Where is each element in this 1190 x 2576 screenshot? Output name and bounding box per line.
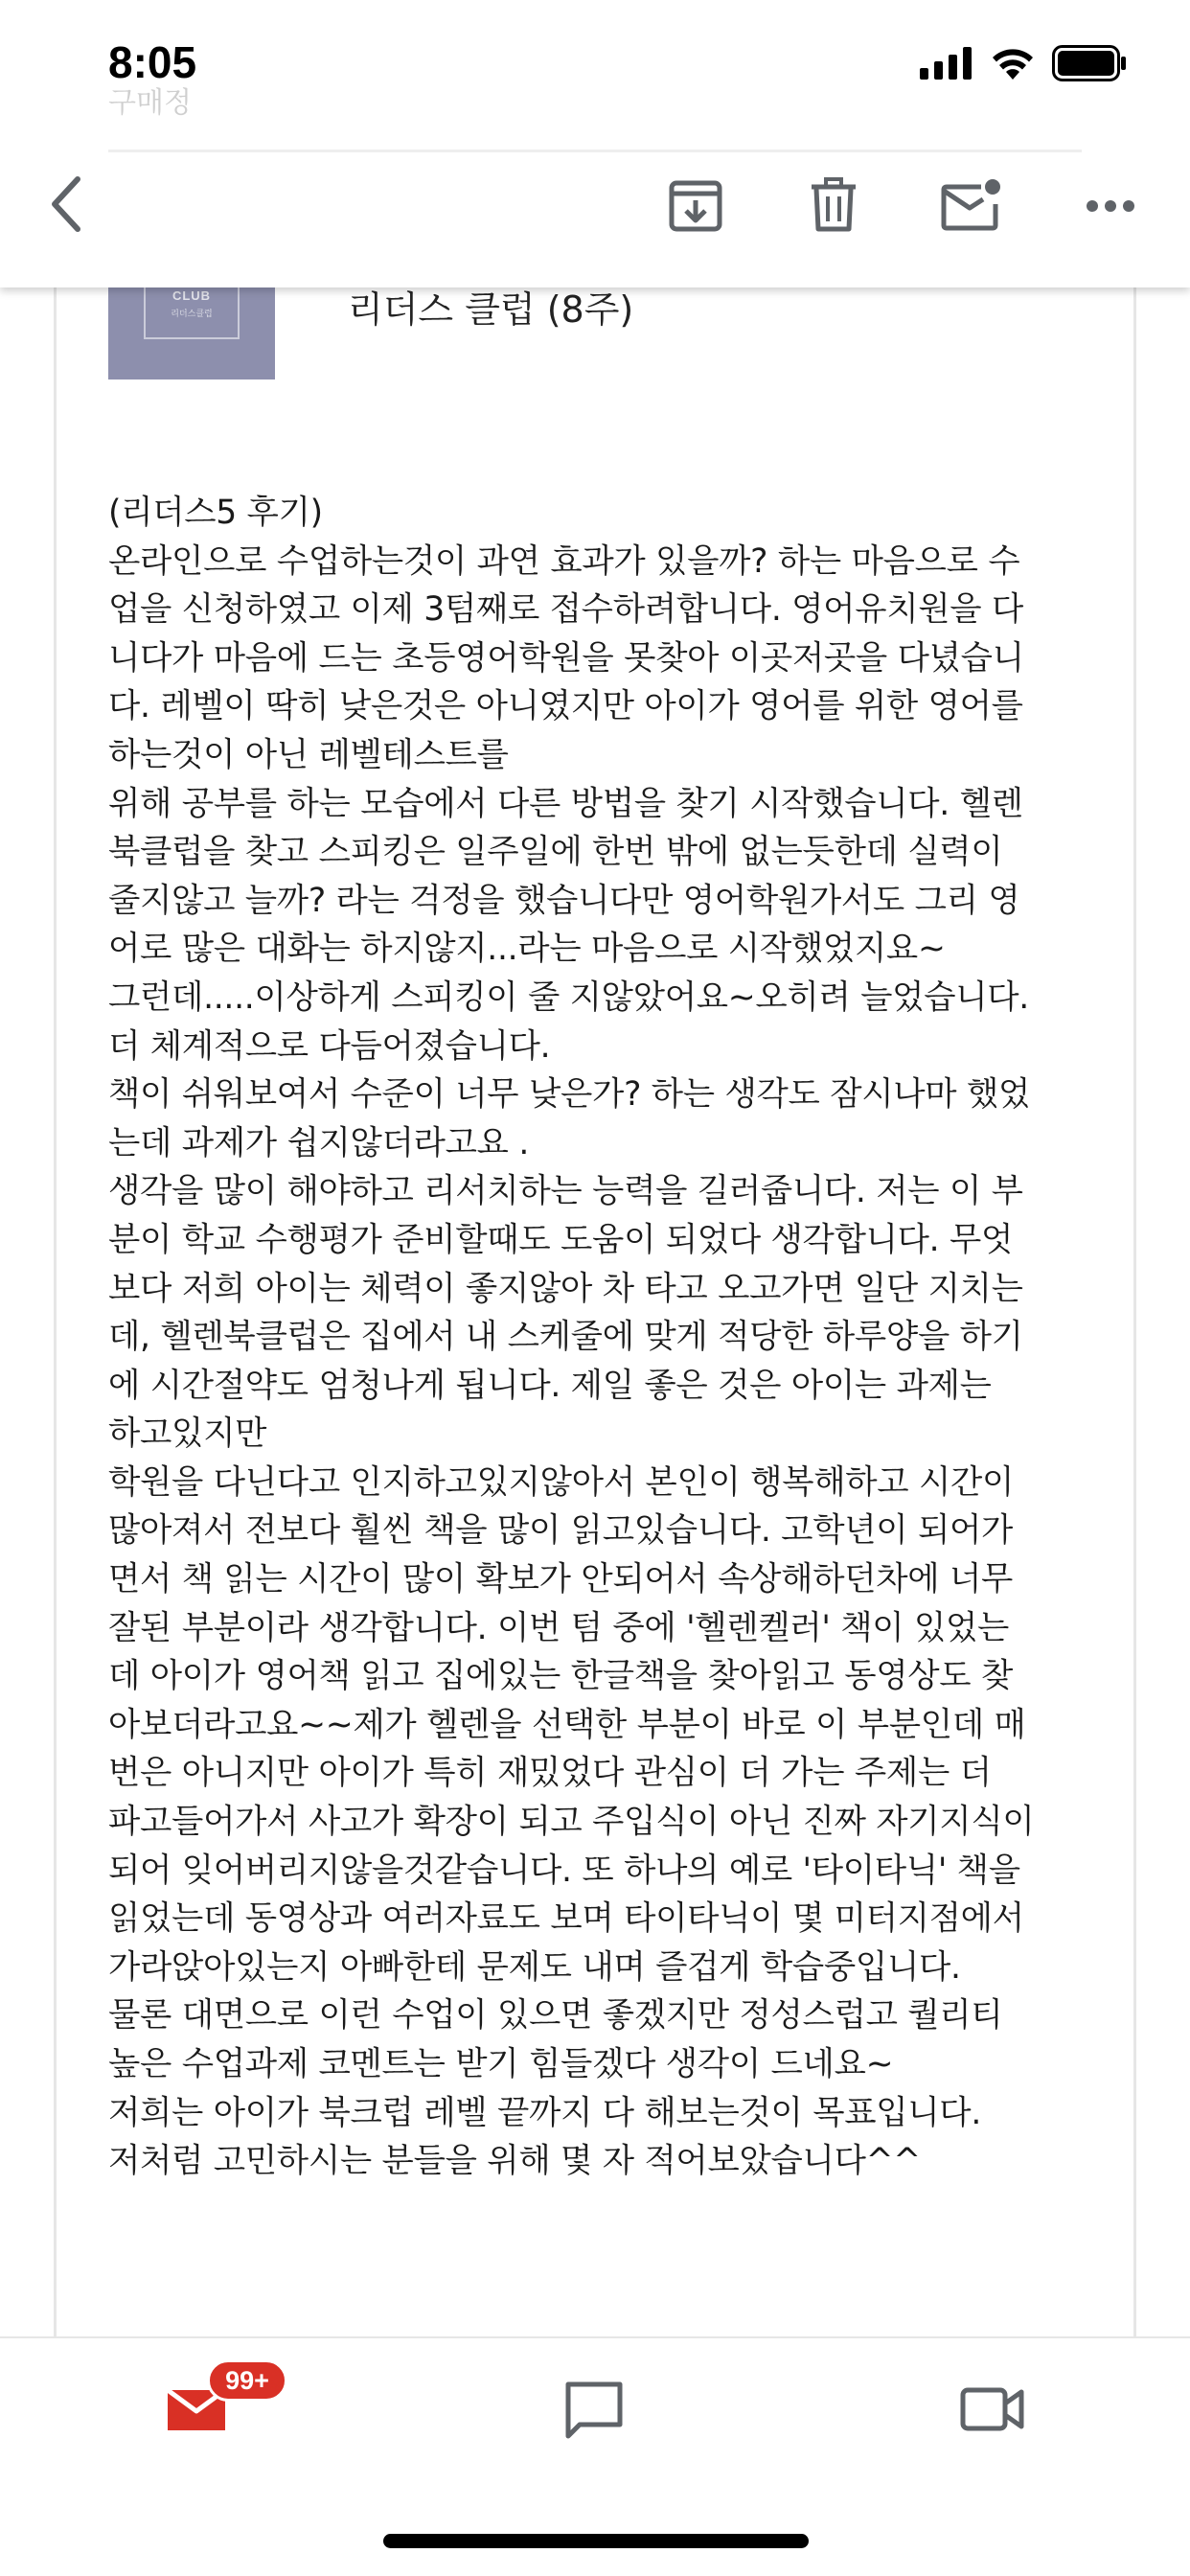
review-line: 되어 잊어버리지않을것같습니다. 또 하나의 예로 '타이타닉' 책을 — [108, 1851, 1020, 1890]
status-icons — [920, 44, 1127, 82]
top-header — [0, 0, 1190, 288]
back-icon — [49, 175, 81, 233]
review-line: 데 아이가 영어책 읽고 집에있는 한글책을 찾아읽고 동영상도 찾 — [108, 1657, 1014, 1696]
review-line: 북클럽을 찾고 스피킹은 일주일에 한번 밖에 없는듯한데 실력이 — [108, 833, 1003, 872]
review-line: 다. 레벨이 딱히 낮은것은 아니였지만 아이가 영어를 위한 영어를 — [108, 687, 1023, 726]
back-button[interactable] — [38, 174, 92, 234]
review-line: 아보더라고요~~제가 헬렌을 선택한 부분이 바로 이 부분인데 매 — [108, 1705, 1026, 1744]
review-line: 는데 과제가 쉽지않더라고요 . — [108, 1123, 529, 1162]
review-line: 높은 수업과제 코멘트는 받기 힘들겠다 생각이 드네요~ — [108, 2045, 894, 2083]
review-line: 줄지않고 늘까? 라는 걱정을 했습니다만 영어학원가서도 그리 영 — [108, 881, 1020, 920]
review-line: 가라앉아있는지 아빠한테 문제도 내며 즐겁게 학습중입니다. — [108, 1947, 961, 1987]
review-line: 파고들어가서 사고가 확장이 되고 주입식이 아닌 진짜 자기지식이 — [108, 1803, 1035, 1842]
cellular-signal-icon — [920, 47, 973, 80]
review-line: 면서 책 읽는 시간이 많이 확보가 안되어서 속상해하던차에 너무 — [108, 1560, 1014, 1599]
review-line: 번은 아니지만 아이가 특히 재밌었다 관심이 더 가는 주제는 더 — [108, 1754, 992, 1793]
review-line: 책이 쉬워보여서 수준이 너무 낮은가? 하는 생각도 잠시나마 했었 — [108, 1075, 1031, 1115]
more-options-button[interactable] — [1083, 192, 1138, 220]
review-line: 읽었는데 동영상과 여러자료도 보며 타이타닉이 몇 미터지점에서 — [108, 1899, 1024, 1939]
review-line: 생각을 많이 해야하고 리서치하는 능력을 길러줍니다. 저는 이 부 — [108, 1172, 1023, 1211]
review-line: 그런데.....이상하게 스피킹이 줄 지않았어요~오히려 늘었습니다. — [108, 978, 1029, 1017]
scrolled-content-text: 구매정 — [108, 86, 192, 120]
review-line: 학원을 다닌다고 인지하고있지않아서 본인이 행복해하고 시간이 — [108, 1462, 1015, 1502]
review-line: 데, 헬렌북클럽은 집에서 내 스케줄에 맞게 적당한 하루양을 하기 — [108, 1318, 1023, 1357]
review-line: 온라인으로 수업하는것이 과연 효과가 있을까? 하는 마음으로 수 — [108, 541, 1020, 581]
mark-unread-button[interactable] — [939, 174, 1006, 236]
review-line: 니다가 마음에 드는 초등영어학원을 못찾아 이곳저곳을 다녔습니 — [108, 638, 1024, 678]
review-line: (리더스5 후기) — [108, 494, 323, 532]
delete-icon — [810, 177, 858, 233]
battery-icon — [1052, 45, 1127, 81]
review-line: 더 체계적으로 다듬어졌습니다. — [108, 1026, 551, 1066]
mail-count-badge: 99+ — [207, 2359, 287, 2402]
home-indicator[interactable] — [383, 2534, 809, 2548]
review-line: 저처럼 고민하시는 분들을 위해 몇 자 적어보았습니다^^ — [108, 2142, 921, 2181]
nav-meet[interactable] — [958, 2380, 1027, 2438]
wifi-icon — [991, 47, 1035, 80]
chat-icon — [562, 2379, 626, 2442]
logo-text-3: 리더스클럽 — [171, 308, 213, 318]
review-line: 잘된 부분이라 생각합니다. 이번 텀 중에 '헬렌켈러' 책이 있었는 — [108, 1608, 1010, 1647]
review-line: 분이 학교 수행평가 준비할때도 도움이 되었다 생각합니다. 무엇 — [108, 1220, 1014, 1259]
review-line: 보다 저희 아이는 체력이 좋지않아 차 타고 오고가면 일단 지치는 — [108, 1269, 1023, 1308]
more-icon — [1086, 199, 1135, 213]
review-line: 저희는 아이가 북크럽 레벨 끝까지 다 해보는것이 목표입니다. — [108, 2093, 982, 2132]
review-line: 업을 신청하였고 이제 3텀째로 접수하려합니다. 영어유치원을 다 — [108, 590, 1024, 630]
review-line: 하는것이 아닌 레벨테스트를 — [108, 735, 509, 774]
meet-icon — [960, 2384, 1025, 2434]
review-text — [108, 489, 1095, 2186]
product-title: 리더스 클럽 (8주) — [348, 288, 634, 331]
delete-button[interactable] — [805, 174, 862, 236]
nav-chat[interactable] — [561, 2377, 628, 2444]
archive-icon — [668, 177, 723, 233]
review-line: 많아져서 전보다 훨씬 책을 많이 읽고있습니다. 고학년이 되어가 — [108, 1511, 1014, 1551]
review-line: 어로 많은 대화는 하지않지...라는 마음으로 시작했었지요~ — [108, 930, 946, 969]
review-line: 에 시간절약도 엄청나게 됩니다. 제일 좋은 것은 아이는 과제는 — [108, 1366, 992, 1405]
review-line: 물론 대면으로 이런 수업이 있으면 좋겠지만 정성스럽고 퀄리티 — [108, 1996, 1003, 2036]
status-time: 8:05 — [108, 37, 197, 87]
review-line: 위해 공부를 하는 모습에서 다른 방법을 찾기 시작했습니다. 헬렌 — [108, 784, 1023, 823]
header-divider — [108, 150, 1082, 152]
review-line: 하고있지만 — [108, 1414, 267, 1454]
mark-unread-icon — [941, 177, 1004, 233]
logo-text-2: CLUB — [172, 288, 212, 303]
archive-button[interactable] — [665, 174, 726, 236]
